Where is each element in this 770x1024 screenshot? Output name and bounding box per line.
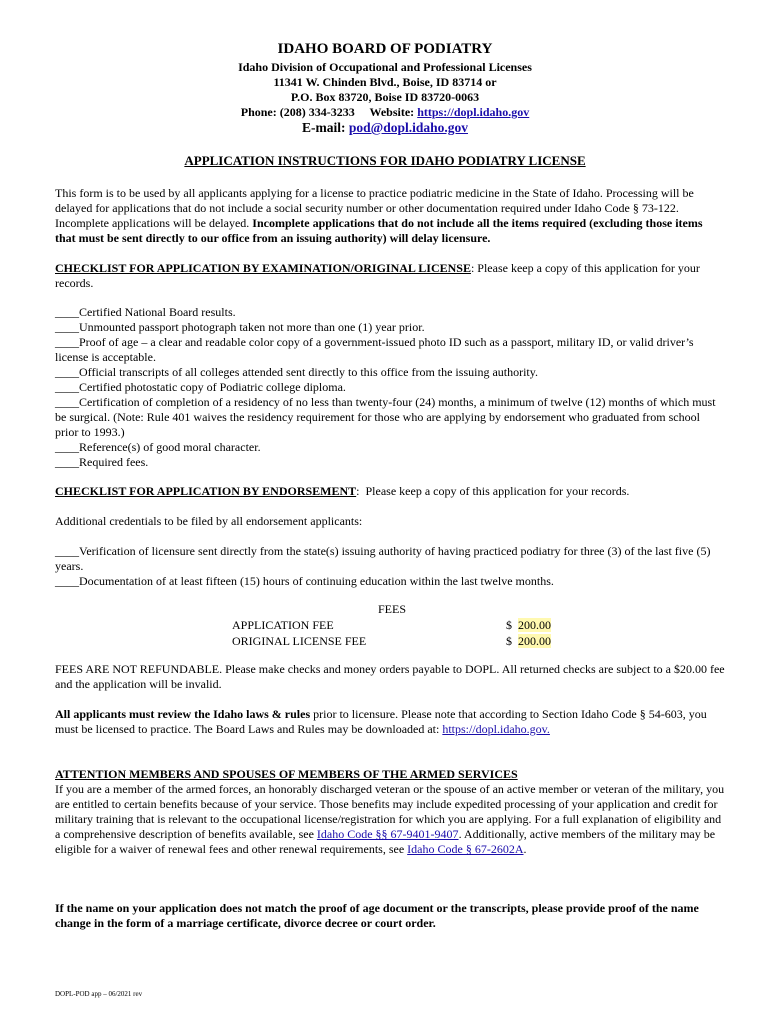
- phone-text: Phone: (208) 334-3233 Website:: [240, 105, 418, 119]
- list-item: ____Official transcripts of all colleges attended sent directly to this office from the issuing authority.: [55, 365, 538, 379]
- armed-services-text: [55, 782, 726, 857]
- fee-amount: 200.00: [518, 634, 551, 648]
- document-title: APPLICATION INSTRUCTIONS FOR IDAHO PODIATRY LICENSE: [184, 153, 586, 168]
- armed-services-section: [55, 767, 726, 857]
- exam-checklist: [55, 305, 726, 470]
- armed-services-heading: ATTENTION MEMBERS AND SPOUSES OF MEMBERS OF THE ARMED SERVICES: [55, 767, 518, 781]
- contact-line: [0, 105, 770, 120]
- list-item: ____Required fees.: [55, 455, 149, 469]
- laws-link[interactable]: https://dopl.idaho.gov.: [442, 722, 550, 736]
- website-link[interactable]: https://dopl.idaho.gov: [417, 105, 530, 119]
- fee-row-label: APPLICATION FEE: [232, 618, 334, 632]
- list-item: ____Documentation of at least fifteen (15) hours of continuing education within the last twelve months.: [55, 574, 554, 588]
- idaho-code-link-1[interactable]: Idaho Code §§ 67-9401-9407: [316, 827, 459, 841]
- endorse-additional-text: Additional credentials to be filed by all endorsement applicants:: [55, 514, 363, 528]
- fees-heading: FEES: [378, 602, 407, 616]
- idaho-code-link-2[interactable]: Idaho Code § 67-2602A: [407, 842, 524, 856]
- fee-row-amount: [506, 617, 551, 633]
- endorse-checklist-note: : Please keep a copy of this application for your records.: [356, 484, 630, 498]
- list-item: ____Certified photostatic copy of Podiatric college diploma.: [55, 380, 346, 394]
- endorse-checklist: [55, 544, 726, 589]
- board-title: IDAHO BOARD OF PODIATRY: [277, 41, 493, 57]
- armed-text-3: .: [523, 842, 527, 856]
- laws-bold: All applicants must review the Idaho laws & rules: [55, 707, 311, 721]
- email-line: [0, 120, 770, 135]
- list-item: ____Verification of licensure sent directly from the state(s) issuing authority of having practiced podiatry for three (3) of the last five (5) years.: [55, 544, 711, 573]
- laws-paragraph: [55, 707, 726, 737]
- endorse-checklist-heading-line: [55, 484, 726, 499]
- laws-text: prior to licensure. Please note that according to Section Idaho Code § 54-603, you must be licensed to practice. The Board Laws and Rules may be downloaded at:: [55, 707, 707, 736]
- fee-currency: $: [506, 618, 512, 632]
- list-item: ____Reference(s) of good moral character.: [55, 440, 261, 454]
- fee-currency: $: [506, 634, 512, 648]
- armed-text-1: If you are a member of the armed forces, an honorably discharged veteran or the spouse of an active member or veteran of the military, you are entitled to certain benefits because of your service. Those benefits may include expedited processing of your application and credit for military training that is relevant to the occupational license/registration for which you are applying. For a full explanation of eligibility and a comprehensive description of benefits available, see: [55, 782, 725, 841]
- intro-bold-text: Incomplete applications that do not include all the items required (excluding those items that must be sent directly to our office from an issuing authority) will delay licensure.: [55, 216, 703, 245]
- intro-paragraph: [55, 186, 726, 246]
- name-change-note: If the name on your application does not match the proof of age document or the transcripts, please provide proof of the name change in the form of a marriage certificate, divorce decree or court order.: [55, 901, 699, 930]
- fee-row-amount: [506, 633, 551, 649]
- address-line-2: P.O. Box 83720, Boise ID 83720-0063: [290, 90, 480, 104]
- exam-checklist-heading-line: [55, 261, 726, 291]
- form-revision: DOPL-POD app – 06/2021 rev: [55, 990, 143, 998]
- armed-text-2: . Additionally, active members of the military may be eligible for a waiver of renewal fees and other renewal requirements, see: [55, 827, 716, 856]
- exam-checklist-note: : Please keep a copy of this application for your records.: [55, 261, 700, 290]
- list-item: ____Certified National Board results.: [55, 305, 236, 319]
- list-item: ____Unmounted passport photograph taken not more than one (1) year prior.: [55, 320, 425, 334]
- address-line-1: 11341 W. Chinden Blvd., Boise, ID 83714 or: [273, 75, 497, 89]
- email-link[interactable]: pod@dopl.idaho.gov: [348, 120, 468, 135]
- refund-note: FEES ARE NOT REFUNDABLE. Please make checks and money orders payable to DOPL. All returned checks are subject to a $20.00 fee and the application will be invalid.: [55, 662, 725, 691]
- intro-text: This form is to be used by all applicants applying for a license to practice podiatric medicine in the State of Idaho. Processing will be delayed for applications that do not include a social security number or other documentation required under Idaho Code § 73-122. Incomplete applications will be delayed.: [55, 186, 694, 230]
- fee-amount: 200.00: [518, 618, 551, 632]
- exam-checklist-heading: CHECKLIST FOR APPLICATION BY EXAMINATION/ORIGINAL LICENSE: [55, 261, 471, 275]
- list-item: ____Certification of completion of a residency of no less than twenty-four (24) months, a minimum of twelve (12) months of which must be surgical. (Note: Rule 401 waives the residency requirement for those who are applying by endorsement who graduated from school prior to 1993.): [55, 395, 716, 439]
- division-name: Idaho Division of Occupational and Professional Licenses: [238, 60, 532, 74]
- list-item: ____Proof of age – a clear and readable color copy of a government-issued photo ID such as a passport, military ID, or valid driver’s license is acceptable.: [55, 335, 694, 364]
- email-label: E-mail:: [302, 120, 349, 135]
- fee-row-label: ORIGINAL LICENSE FEE: [232, 634, 367, 648]
- endorse-checklist-heading: CHECKLIST FOR APPLICATION BY ENDORSEMENT: [55, 484, 357, 498]
